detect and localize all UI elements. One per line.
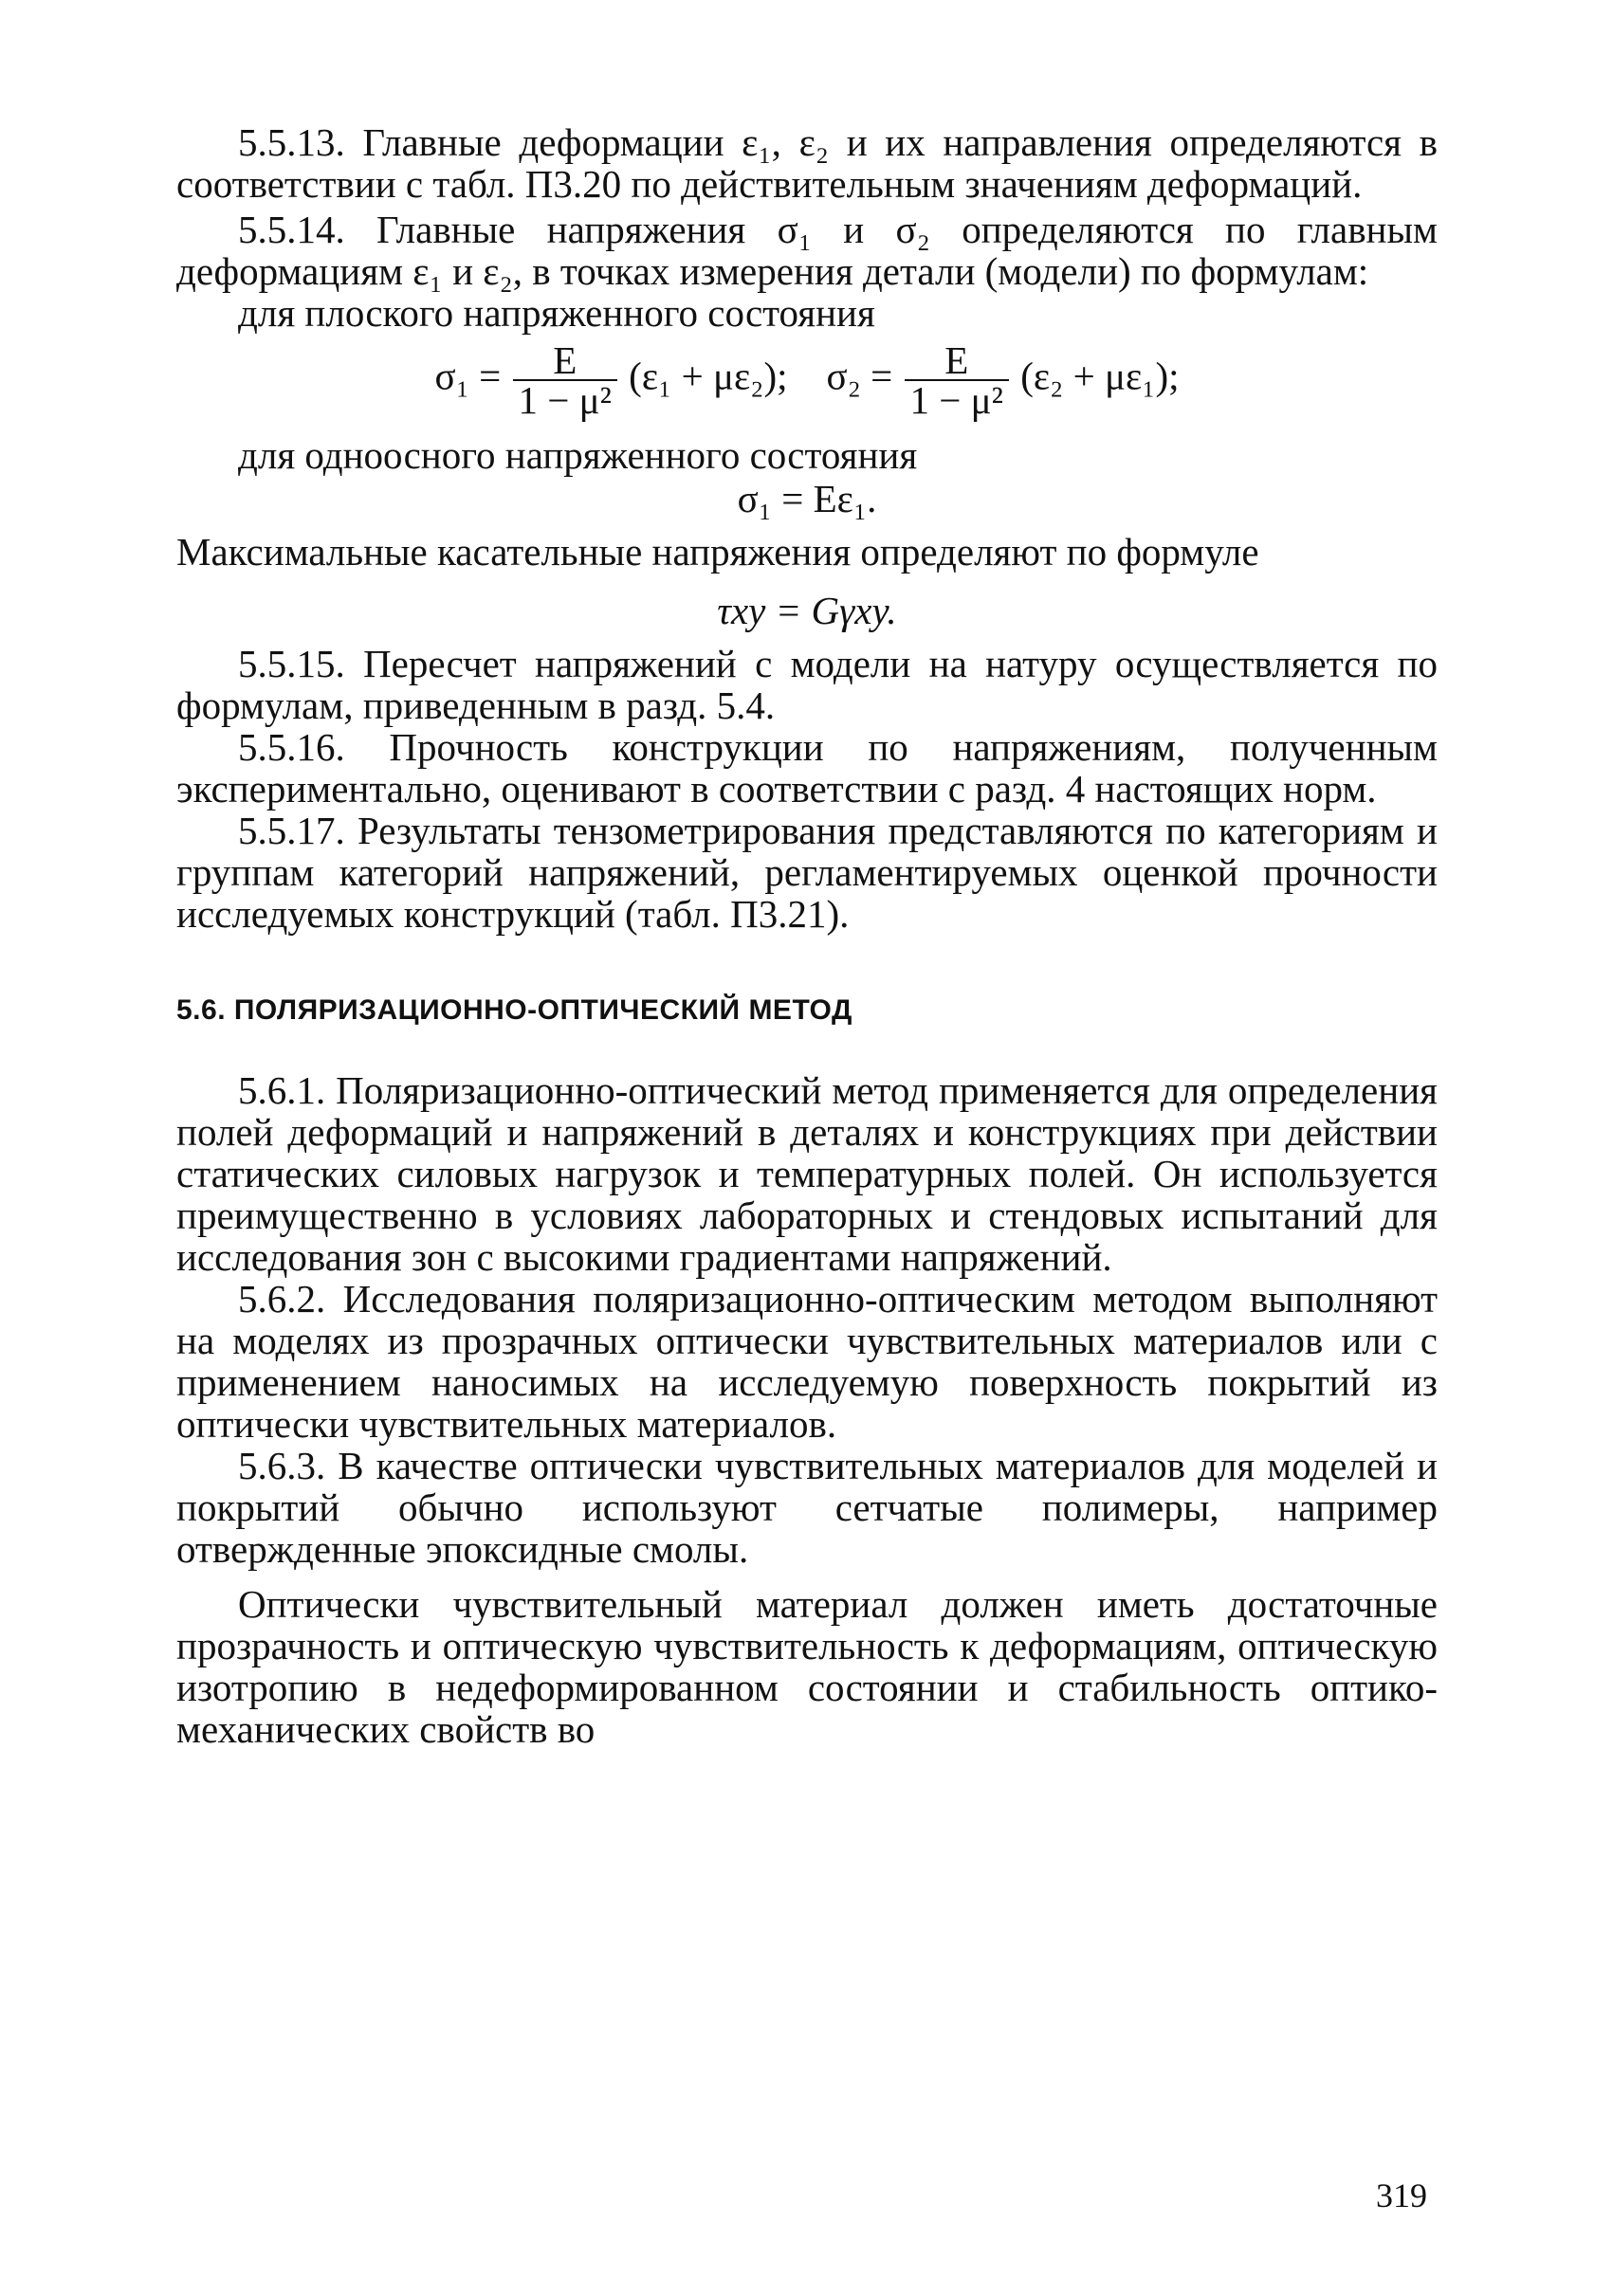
uniaxial-stress-label: для одноосного напряженного состояния [238,433,918,477]
fraction-numerator: E [513,341,617,381]
document-page [176,121,1438,1750]
paragraph-5-6-3: 5.6.3. В качестве оптически чувствительных материалов для моделей и покрытий обычно используют сетчатые полимеры, например отвержденные эпоксидные смолы. [176,1444,1438,1571]
sigma1-rhs: (ε₁ + με₂); [629,354,788,398]
plane-stress-label: для плоского напряженного состояния [238,291,875,335]
section-heading-5-6: 5.6. ПОЛЯРИЗАЦИОННО-ОПТИЧЕСКИЙ МЕТОД [176,994,852,1026]
fraction-e-over-1-mu2 [513,338,617,422]
fraction-e-over-1-mu2-second [905,338,1009,422]
paragraph-5-5-13: 5.5.13. Главные деформации ε₁, ε₂ и их направления определяются в соответствии с табл. П3.20 по действительным значениям деформаций. [176,120,1438,206]
page-number: 319 [1376,2177,1427,2214]
paragraph-5-5-15: 5.5.15. Пересчет напряжений с модели на натуру осуществляется по формулам, приведенным в разд. 5.4. [176,642,1438,727]
paragraph-5-6-1: 5.6.1. Поляризационно-оптический метод применяется для определения полей деформаций и напряжений в деталях и конструкциях при действии статических силовых нагрузок и температурных полей. Он используется преимущественно в условиях лабораторных и стендовых испытаний для исследования зон с высокими градиентами напряжений. [176,1068,1438,1279]
sigma2-lhs: σ₂ = [826,354,893,398]
sigma2-rhs: (ε₂ + με₁); [1020,354,1180,398]
paragraph-5-5-14: 5.5.14. Главные напряжения σ₁ и σ₂ определяются по главным деформациям ε₁ и ε₂, в точках измерения детали (модели) по формулам: [176,208,1438,293]
plane-stress-formula [176,338,1438,422]
paragraph-5-5-17: 5.5.17. Результаты тензометрирования представляются по категориям и группам категорий напряжений, регламентируемых оценкой прочности исследуемых конструкций (табл. П3.21). [176,809,1438,936]
paragraph-5-5-16: 5.5.16. Прочность конструкции по напряжениям, полученным экспериментально, оценивают в соответствии с разд. 4 настоящих норм. [176,725,1438,811]
paragraph-5-6-2: 5.6.2. Исследования поляризационно-оптическим методом выполняют на моделях из прозрачных оптически чувствительных материалов или с применением наносимых на исследуемую поверхность покрытий из оптически чувствительных материалов. [176,1277,1438,1446]
fraction-denominator: 1 − μ² [909,378,1003,422]
sigma1-lhs: σ₁ = [434,354,502,398]
max-shear-paragraph: Максимальные касательные напряжения определяют по формуле [176,530,1259,574]
shear-formula: τxy = Gγxy. [717,589,897,632]
uniaxial-formula: σ₁ = Eε₁. [737,477,877,520]
fraction-numerator: E [905,341,1009,381]
fraction-denominator: 1 − μ² [518,378,612,422]
paragraph-optical-material: Оптически чувствительный материал должен иметь достаточные прозрачность и оптическую чувствительность к деформациям, оптическую изотропию в недеформированном состоянии и стабильность оптико-механических свойств во [176,1582,1438,1751]
